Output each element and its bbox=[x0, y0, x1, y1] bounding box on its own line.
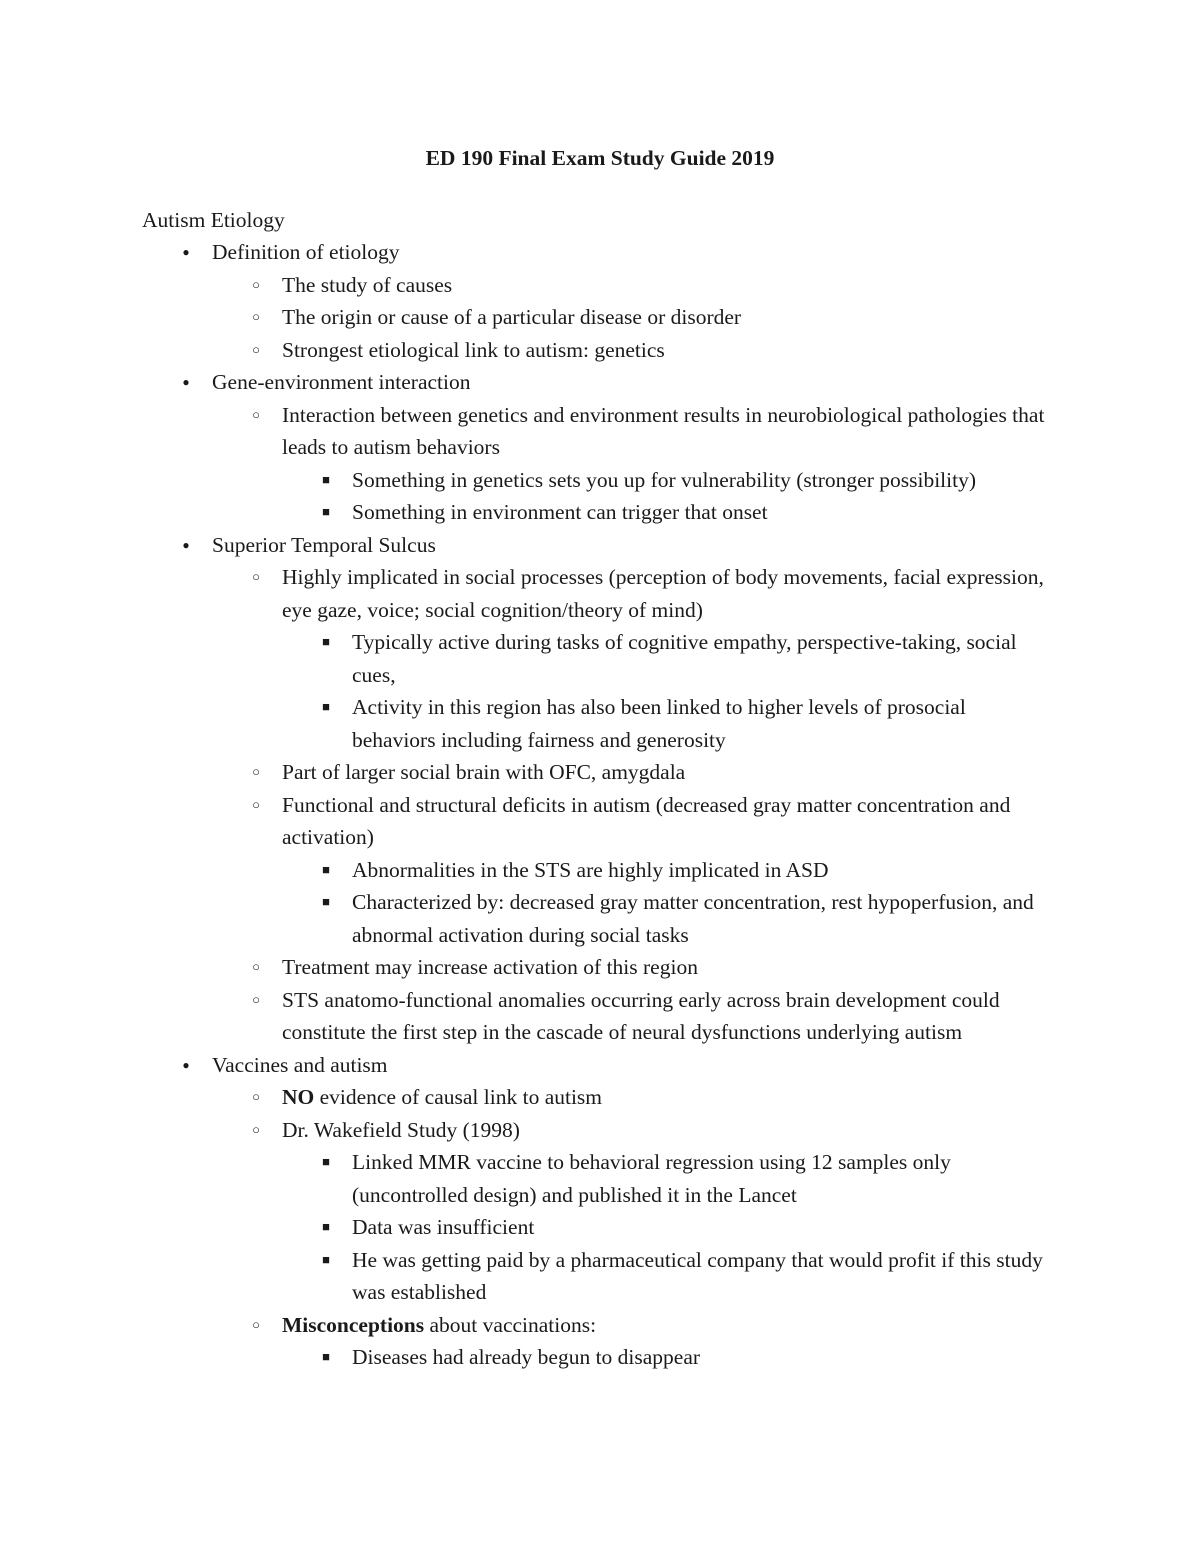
hollow-circle-bullet-icon bbox=[246, 334, 266, 368]
list-item bbox=[212, 529, 1072, 562]
item-text: Superior Temporal Sulcus bbox=[212, 532, 436, 557]
section-heading: Autism Etiology bbox=[142, 208, 285, 232]
hollow-circle-bullet-icon bbox=[246, 1309, 266, 1343]
square-bullet-icon bbox=[316, 1341, 336, 1375]
hollow-circle-bullet-icon bbox=[246, 1114, 266, 1148]
filled-circle-bullet-icon bbox=[176, 1049, 196, 1083]
item-text: about vaccinations: bbox=[424, 1312, 597, 1337]
item-text: Something in genetics sets you up for vulnerability (stronger possibility) bbox=[352, 467, 977, 492]
filled-circle-bullet-icon bbox=[176, 366, 196, 400]
item-text: Data was insufficient bbox=[352, 1215, 535, 1239]
list-item bbox=[352, 1146, 1052, 1211]
square-bullet-icon bbox=[316, 496, 336, 530]
hollow-circle-bullet-icon bbox=[246, 561, 266, 595]
square-bullet-icon bbox=[316, 854, 336, 888]
item-text: The origin or cause of a particular disease or disorder bbox=[282, 305, 742, 329]
list-item bbox=[282, 399, 1062, 464]
item-text: Strongest etiological link to autism: genetics bbox=[282, 337, 665, 362]
item-text: Treatment may increase activation of this region bbox=[282, 955, 698, 979]
outline-list bbox=[0, 236, 1200, 1374]
list-item bbox=[212, 236, 1072, 269]
hollow-circle-bullet-icon bbox=[246, 301, 266, 335]
item-text: Diseases had already begun to disappear bbox=[352, 1345, 701, 1369]
item-text: Vaccines and autism bbox=[212, 1052, 388, 1077]
item-text: evidence of causal link to autism bbox=[314, 1085, 603, 1109]
list-item bbox=[212, 366, 1072, 399]
square-bullet-icon bbox=[316, 1211, 336, 1245]
list-item bbox=[352, 854, 1052, 887]
hollow-circle-bullet-icon bbox=[246, 1081, 266, 1115]
list-item bbox=[282, 561, 1062, 626]
emphasis-text: NO bbox=[282, 1085, 315, 1109]
hollow-circle-bullet-icon bbox=[246, 756, 266, 790]
list-item bbox=[282, 756, 1062, 789]
list-item bbox=[352, 464, 1052, 497]
list-item bbox=[352, 1341, 1052, 1374]
hollow-circle-bullet-icon bbox=[246, 789, 266, 823]
list-item bbox=[282, 334, 1062, 367]
list-item bbox=[352, 1211, 1052, 1244]
list-item bbox=[352, 496, 1052, 529]
item-text: Typically active during tasks of cognitive empathy, perspective-taking, social cues, bbox=[352, 630, 1017, 687]
page-title: ED 190 Final Exam Study Guide 2019 bbox=[425, 146, 775, 170]
filled-circle-bullet-icon bbox=[176, 236, 196, 270]
item-text: Highly implicated in social processes (perception of body movements, facial expression, eye gaze, voice; social cognition/theory of mind) bbox=[282, 565, 1044, 622]
list-item bbox=[352, 626, 1052, 691]
list-item bbox=[282, 789, 1062, 854]
list-item bbox=[352, 886, 1052, 951]
hollow-circle-bullet-icon bbox=[246, 399, 266, 433]
list-item bbox=[282, 301, 1062, 334]
list-item bbox=[282, 984, 1062, 1049]
item-text: Something in environment can trigger that onset bbox=[352, 500, 768, 524]
item-text: The study of causes bbox=[282, 272, 453, 297]
emphasis-text: Misconceptions bbox=[282, 1312, 425, 1337]
square-bullet-icon bbox=[316, 626, 336, 660]
item-text: Gene-environment interaction bbox=[212, 370, 471, 394]
list-item bbox=[212, 1049, 1072, 1082]
list-item bbox=[282, 1309, 1062, 1342]
square-bullet-icon bbox=[316, 464, 336, 498]
square-bullet-icon bbox=[316, 1244, 336, 1278]
item-text: Dr. Wakefield Study (1998) bbox=[282, 1117, 520, 1142]
hollow-circle-bullet-icon bbox=[246, 984, 266, 1018]
item-text: Abnormalities in the STS are highly implicated in ASD bbox=[352, 857, 829, 882]
list-item bbox=[352, 1244, 1052, 1309]
item-text: Interaction between genetics and environment results in neurobiological pathologies that leads to autism behaviors bbox=[282, 402, 1045, 459]
item-text: Activity in this region has also been linked to higher levels of prosocial behaviors including fairness and generosity bbox=[352, 695, 966, 752]
hollow-circle-bullet-icon bbox=[246, 269, 266, 303]
item-text: He was getting paid by a pharmaceutical company that would profit if this study was established bbox=[352, 1247, 1043, 1304]
item-text: Characterized by: decreased gray matter concentration, rest hypoperfusion, and abnormal activation during social tasks bbox=[352, 890, 1034, 947]
item-text: Definition of etiology bbox=[212, 240, 400, 264]
hollow-circle-bullet-icon bbox=[246, 951, 266, 985]
filled-circle-bullet-icon bbox=[176, 529, 196, 563]
item-text: Linked MMR vaccine to behavioral regression using 12 samples only (uncontrolled design) and published it in the Lancet bbox=[352, 1150, 951, 1207]
list-item bbox=[352, 691, 1052, 756]
square-bullet-icon bbox=[316, 1146, 336, 1180]
square-bullet-icon bbox=[316, 691, 336, 725]
list-item bbox=[282, 1114, 1062, 1147]
item-text: Functional and structural deficits in autism (decreased gray matter concentration and activation) bbox=[282, 792, 1011, 849]
item-text: STS anatomo-functional anomalies occurring early across brain development could constitute the first step in the cascade of neural dysfunctions underlying autism bbox=[282, 987, 1000, 1044]
square-bullet-icon bbox=[316, 886, 336, 920]
item-text: Part of larger social brain with OFC, amygdala bbox=[282, 760, 686, 784]
list-item bbox=[282, 269, 1062, 302]
list-item bbox=[282, 1081, 1062, 1114]
list-item bbox=[282, 951, 1062, 984]
